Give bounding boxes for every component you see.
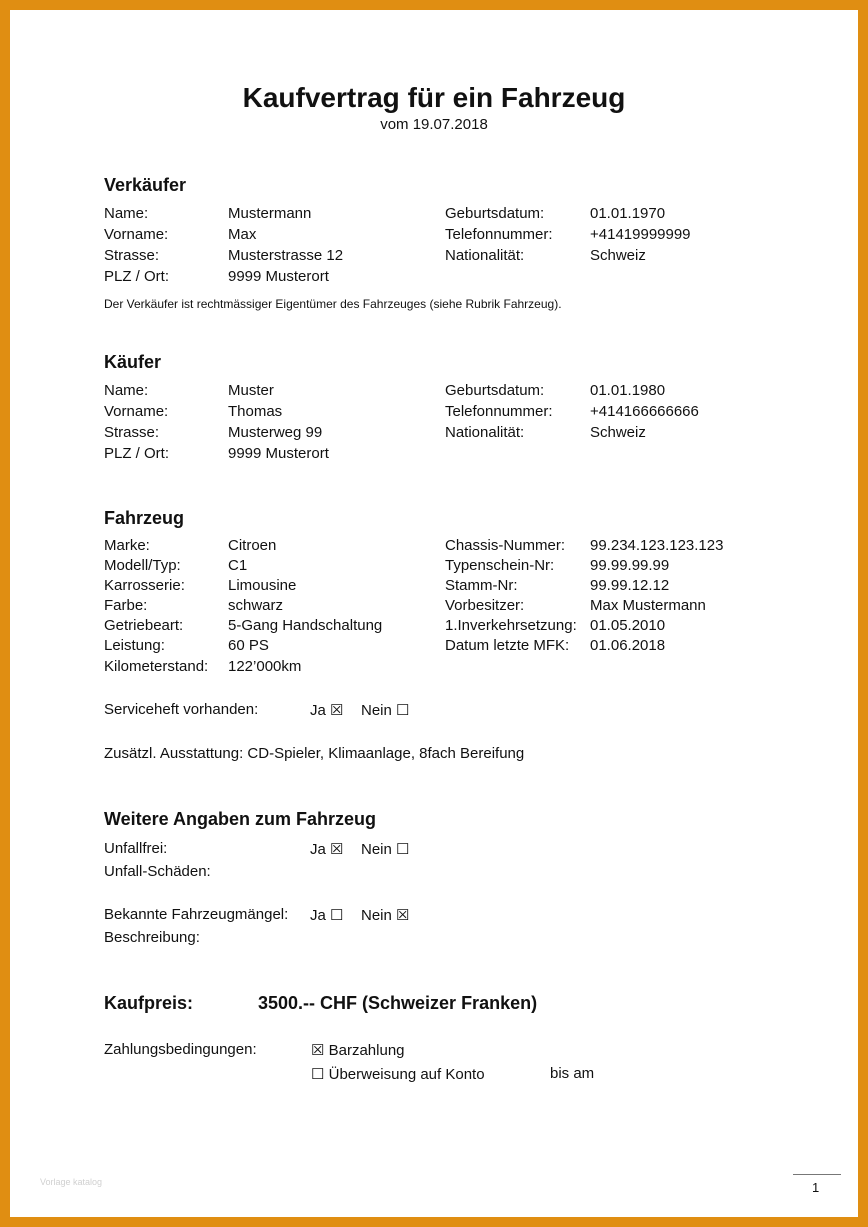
vehicle-label: Marke: [104,537,150,554]
document-page [10,10,858,1217]
vehicle-value: 99.234.123.123.123 [590,537,724,554]
vehicle-label: Getriebeart: [104,617,184,634]
service-label: Serviceheft vorhanden: [104,701,259,718]
vehicle-label: Leistung: [104,637,165,654]
vehicle-value: 5-Gang Handschaltung [228,617,383,634]
seller-value: Schweiz [590,247,646,264]
seller-ownership-note: Der Verkäufer ist rechtmässiger Eigentümer des Fahrzeuges (siehe Rubrik Fahrzeug). [104,297,562,311]
document-title: Kaufvertrag für ein Fahrzeug [242,82,626,113]
payment-due-label: bis am [550,1065,595,1082]
unfallfrei-label: Unfallfrei: [104,840,168,857]
buyer-value: +414166666666 [590,403,699,420]
vehicle-value: 99.99.12.12 [590,577,670,594]
buyer-value: Muster [228,382,274,399]
buyer-value: Musterweg 99 [228,424,323,441]
seller-label: Nationalität: [445,247,525,264]
vehicle-label: 1.Inverkehrsetzung: [445,617,577,634]
page-number: 1 [812,1180,820,1195]
vehicle-label: Kilometerstand: [104,658,209,675]
vehicle-label: Datum letzte MFK: [445,637,570,654]
service-ja-checkbox[interactable]: Ja ☒ [310,702,344,719]
vehicle-value: 60 PS [228,637,269,654]
unfallfrei-ja-checkbox[interactable]: Ja ☒ [310,841,344,858]
watermark: Vorlage katalog [40,1177,103,1187]
maengel-label: Bekannte Fahrzeugmängel: [104,906,289,923]
buyer-heading: Käufer [104,352,162,372]
seller-heading: Verkäufer [104,175,187,195]
vehicle-value: 99.99.99.99 [590,557,670,574]
beschreibung-label: Beschreibung: [104,929,200,946]
seller-value: 9999 Musterort [228,268,329,285]
vehicle-label: Stamm-Nr: [445,577,518,594]
seller-label: Name: [104,205,149,222]
buyer-label: Nationalität: [445,424,525,441]
buyer-value: 01.01.1980 [590,382,666,399]
seller-label: Strasse: [104,247,160,264]
buyer-label: Telefonnummer: [445,403,553,420]
more-info-heading: Weitere Angaben zum Fahrzeug [104,809,377,829]
vehicle-value: Limousine [228,577,297,594]
vehicle-label: Typenschein-Nr: [445,557,555,574]
seller-value: Musterstrasse 12 [228,247,344,264]
seller-label: PLZ / Ort: [104,268,170,285]
seller-value: +41419999999 [590,226,691,243]
buyer-label: Strasse: [104,424,160,441]
vehicle-value: 01.06.2018 [590,637,666,654]
price-value: 3500.-- CHF (Schweizer Franken) [258,993,538,1013]
maengel-nein-checkbox[interactable]: Nein ☒ [361,907,410,924]
vehicle-label: Farbe: [104,597,148,614]
payment-label: Zahlungsbedingungen: [104,1041,257,1058]
maengel-ja-checkbox[interactable]: Ja ☐ [310,907,344,924]
unfall-schaeden-label: Unfall-Schäden: [104,863,211,880]
buyer-label: Name: [104,382,149,399]
unfallfrei-nein-checkbox[interactable]: Nein ☐ [361,841,410,858]
payment-cash-checkbox[interactable]: ☒ Barzahlung [311,1042,405,1059]
buyer-label: PLZ / Ort: [104,445,170,462]
price-label: Kaufpreis: [104,993,194,1013]
document-date: vom 19.07.2018 [380,116,488,133]
buyer-label: Geburtsdatum: [445,382,545,399]
seller-label: Vorname: [104,226,169,243]
vehicle-heading: Fahrzeug [104,508,185,528]
seller-label: Telefonnummer: [445,226,553,243]
seller-label: Geburtsdatum: [445,205,545,222]
seller-value: 01.01.1970 [590,205,666,222]
vehicle-value: schwarz [228,597,284,614]
vehicle-label: Vorbesitzer: [445,597,525,614]
vehicle-label: Chassis-Nummer: [445,537,566,554]
buyer-value: 9999 Musterort [228,445,329,462]
vehicle-value: Citroen [228,537,277,554]
vehicle-label: Karrosserie: [104,577,185,594]
buyer-label: Vorname: [104,403,169,420]
buyer-value: Schweiz [590,424,646,441]
equipment-text: Zusätzl. Ausstattung: CD-Spieler, Klimaanlage, 8fach Bereifung [104,745,525,762]
vehicle-label: Modell/Typ: [104,557,181,574]
seller-value: Mustermann [228,205,312,222]
vehicle-value: 01.05.2010 [590,617,666,634]
vehicle-value: C1 [228,557,248,574]
seller-value: Max [228,226,257,243]
payment-transfer-checkbox[interactable]: ☐ Überweisung auf Konto [311,1066,485,1083]
footer-divider [793,1174,841,1175]
service-nein-checkbox[interactable]: Nein ☐ [361,702,410,719]
buyer-value: Thomas [228,403,283,420]
vehicle-value: Max Mustermann [590,597,706,614]
vehicle-value: 122’000km [228,658,302,675]
